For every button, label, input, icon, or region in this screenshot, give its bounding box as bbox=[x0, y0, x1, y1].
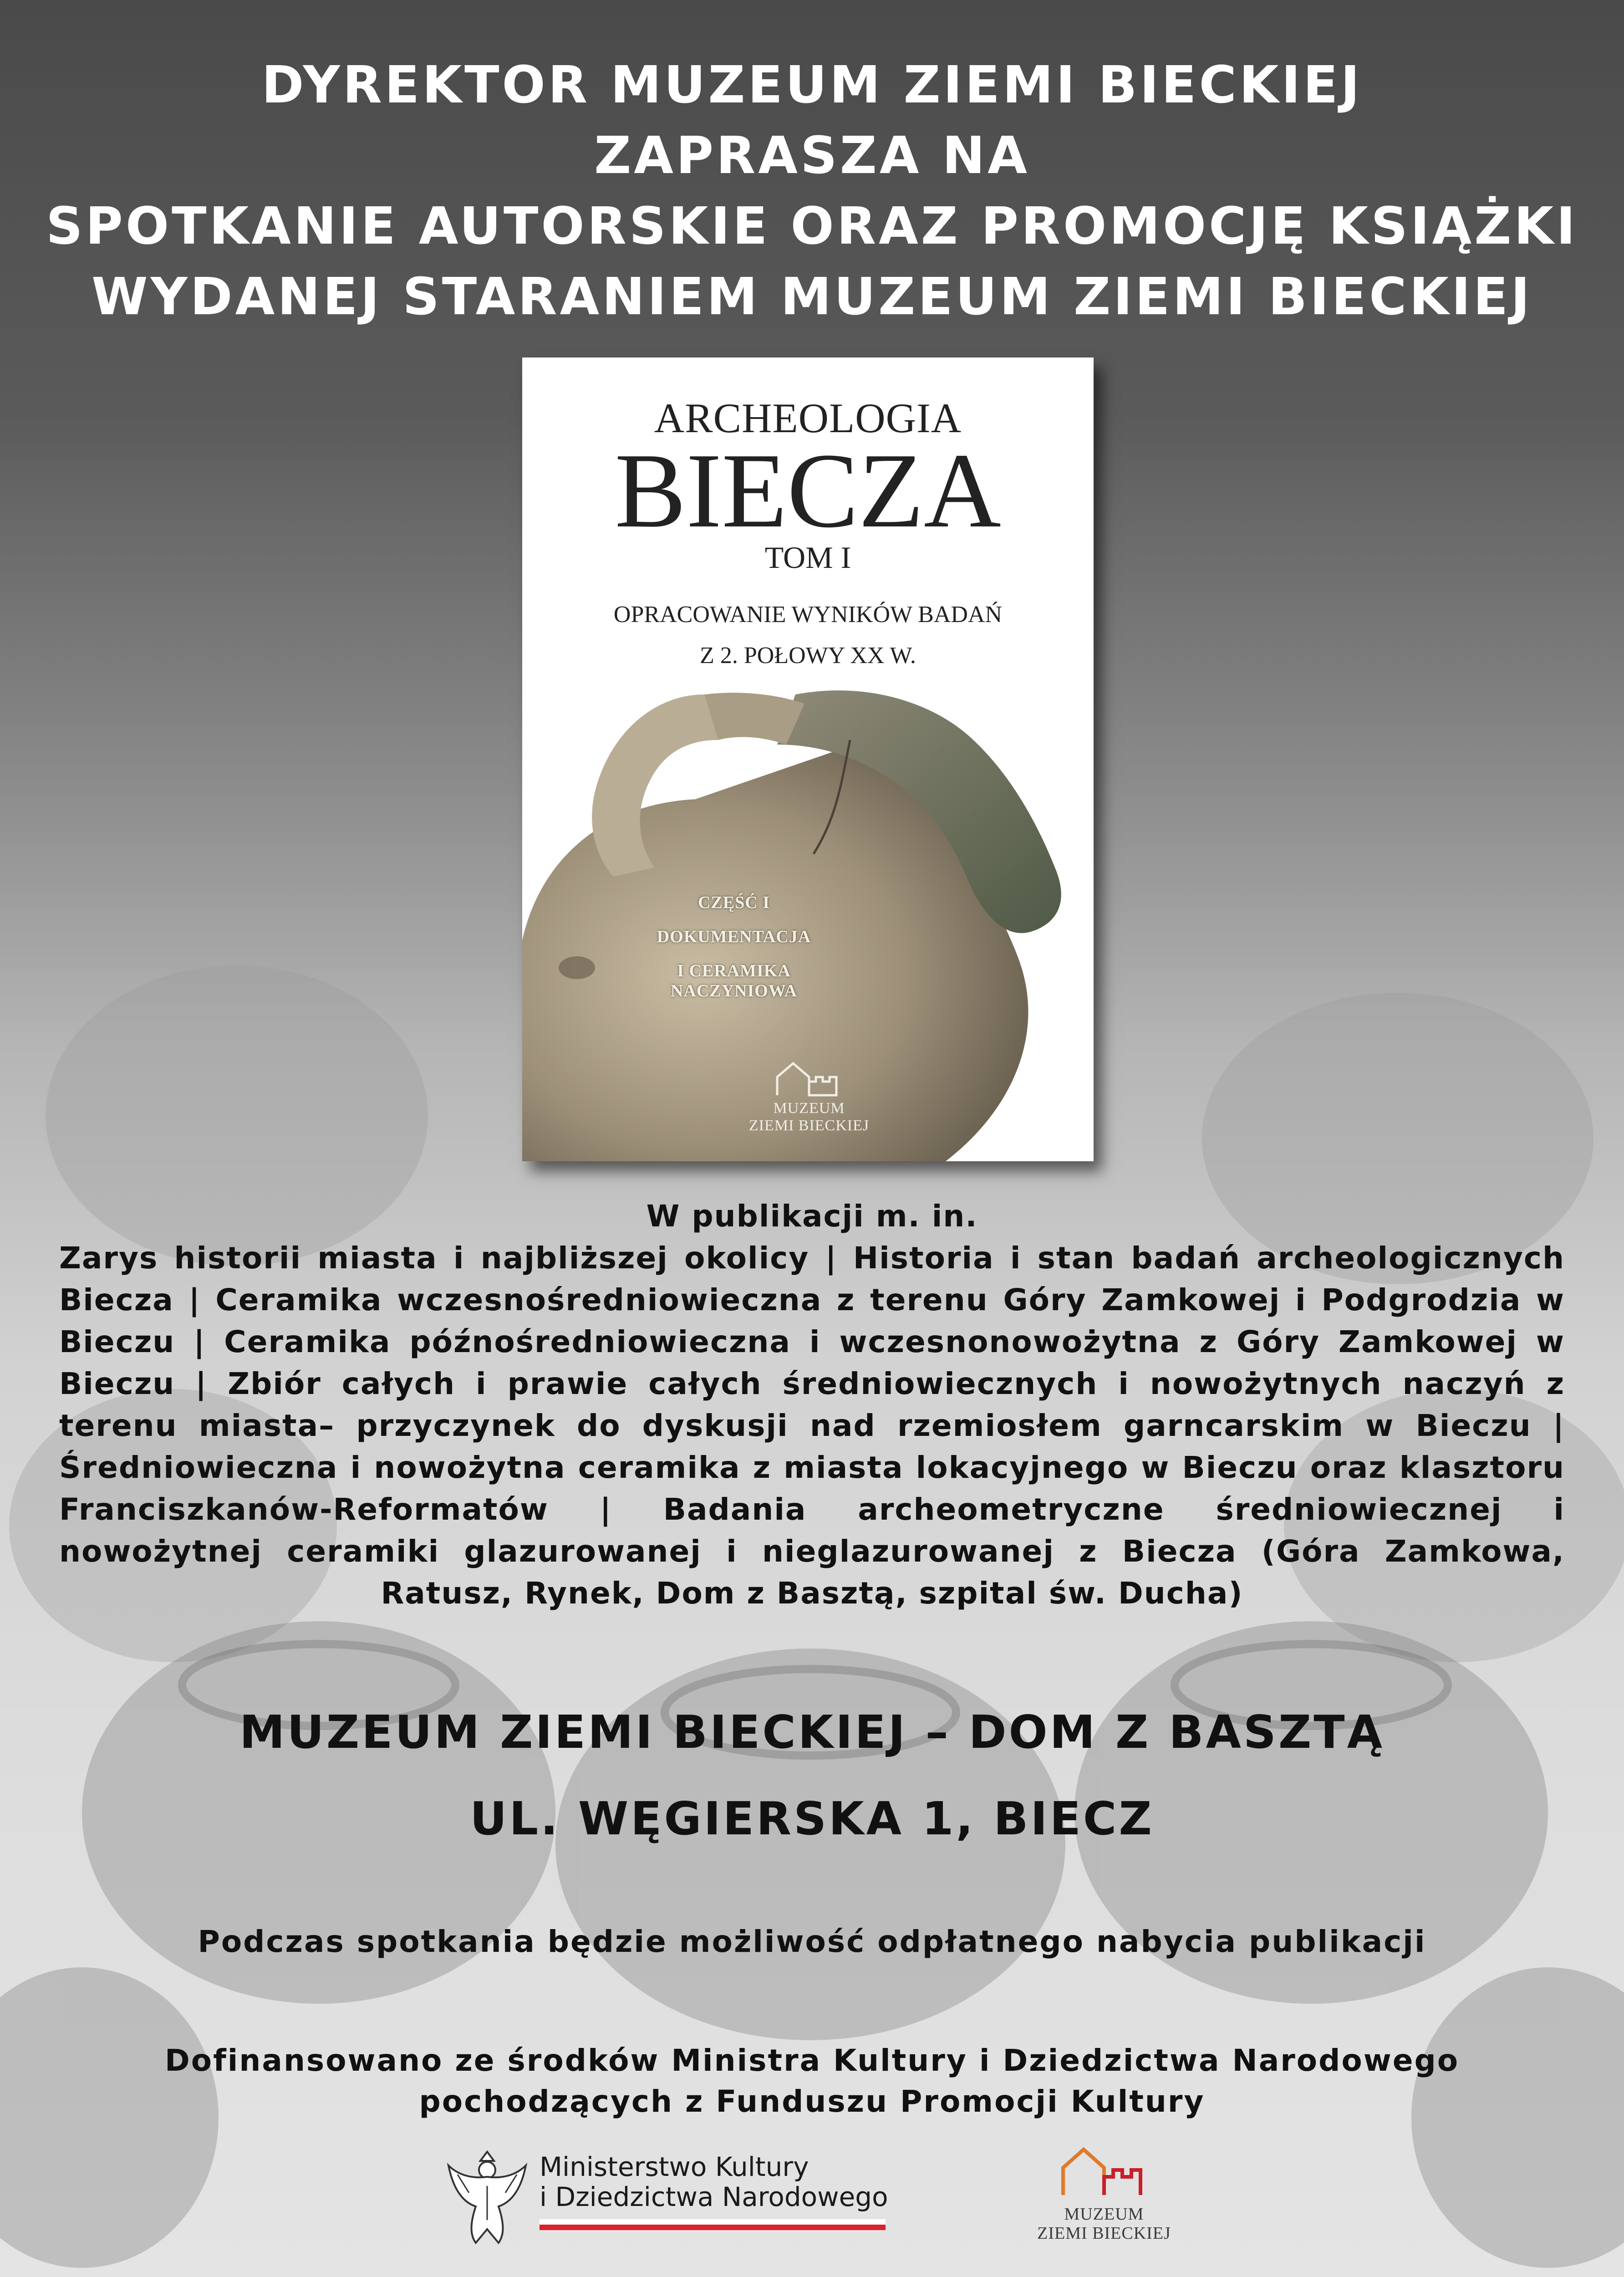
funding-note bbox=[0, 2040, 1624, 2122]
book-title: BIECZA bbox=[615, 431, 1001, 550]
museum-castle-icon bbox=[1054, 2145, 1154, 2200]
purchase-note: Podczas spotkania będzie możliwość odpłatnego nabycia publikacji bbox=[198, 1924, 1426, 1959]
book-cover bbox=[522, 357, 1094, 1161]
venue-address: UL. WĘGIERSKA 1, BIECZ bbox=[470, 1792, 1154, 1845]
book-logo-line-1: MUZEUM bbox=[773, 1100, 845, 1117]
publication-intro: W publikacji m. in. bbox=[646, 1199, 978, 1234]
venue-name: MUZEUM ZIEMI BIECKIEJ – DOM Z BASZTĄ bbox=[239, 1705, 1385, 1759]
ministry-line-2: i Dziedzictwa Narodowego bbox=[540, 2181, 888, 2212]
museum-logo-line-2: ZIEMI BIECKIEJ bbox=[1037, 2224, 1171, 2243]
funding-line-2: pochodzących z Funduszu Promocji Kultury bbox=[419, 2084, 1205, 2119]
book-series: ARCHEOLOGIA bbox=[654, 395, 962, 441]
book-subtitle-1: OPRACOWANIE WYNIKÓW BADAŃ bbox=[613, 602, 1003, 628]
polish-flag-stripe bbox=[540, 2219, 886, 2230]
funding-line-1: Dofinansowano ze środków Ministra Kultury i Dziedzictwa Narodowego bbox=[164, 2043, 1460, 2078]
book-subtitle-2: Z 2. POŁOWY XX W. bbox=[700, 643, 916, 669]
header-line-4: WYDANEJ STARANIEM MUZEUM ZIEMI BIECKIEJ bbox=[92, 267, 1532, 327]
book-part-label: CZĘŚĆ I bbox=[698, 893, 770, 912]
eagle-emblem-icon bbox=[444, 2143, 530, 2247]
ministry-name bbox=[540, 2152, 888, 2212]
ministry-logo bbox=[444, 2143, 899, 2247]
header-line-2: ZAPRASZA NA bbox=[594, 126, 1030, 185]
castle-icon bbox=[773, 1061, 845, 1098]
book-part-title-2: I CERAMIKA NACZYNIOWA bbox=[670, 961, 798, 1001]
header-line-3: SPOTKANIE AUTORSKIE ORAZ PROMOCJĘ KSIĄŻKI bbox=[46, 197, 1578, 256]
invitation-header bbox=[0, 50, 1624, 332]
publication-chapters: Zarys historii miasta i najbliższej okolicy | Historia i stan badań archeologicznych Biecza | Ceramika wczesnośredniowieczna z terenu Góry Zamkowej i Podgrodzia w Bieczu | Ceramika późnośredniowieczna i wczesnonowożytna z Góry Zamkowej w Bieczu | Zbiór całych i prawie całych średniowiecznych i nowożytnych naczyń z terenu miasta– przyczynek do dyskusji nad rzemiosłem garncarskim w Bieczu | Średniowieczna i nowożytna ceramika z miasta lokacyjnego w Bieczu oraz klasztoru Franciszkanów-Reformatów | Badania archeometryczne średniowiecznej i nowożytnej ceramiki glazurowanej i nieglazurowanej z Biecza (Góra Zamkowa, Ratusz, Rynek, Dom z Basztą, szpital św. Ducha) bbox=[59, 1241, 1565, 1611]
museum-logo-line-1: MUZEUM bbox=[1064, 2205, 1144, 2224]
publication-contents bbox=[59, 1195, 1565, 1614]
book-logo-line-2: ZIEMI BIECKIEJ bbox=[748, 1117, 870, 1134]
ministry-line-1: Ministerstwo Kultury bbox=[540, 2151, 809, 2182]
book-volume: TOM I bbox=[764, 540, 851, 575]
header-line-1: DYREKTOR MUZEUM ZIEMI BIECKIEJ bbox=[261, 56, 1363, 115]
museum-logo bbox=[1008, 2145, 1200, 2254]
book-museum-logo bbox=[745, 1061, 873, 1134]
book-part-title-1: DOKUMENTACJA bbox=[657, 927, 811, 946]
